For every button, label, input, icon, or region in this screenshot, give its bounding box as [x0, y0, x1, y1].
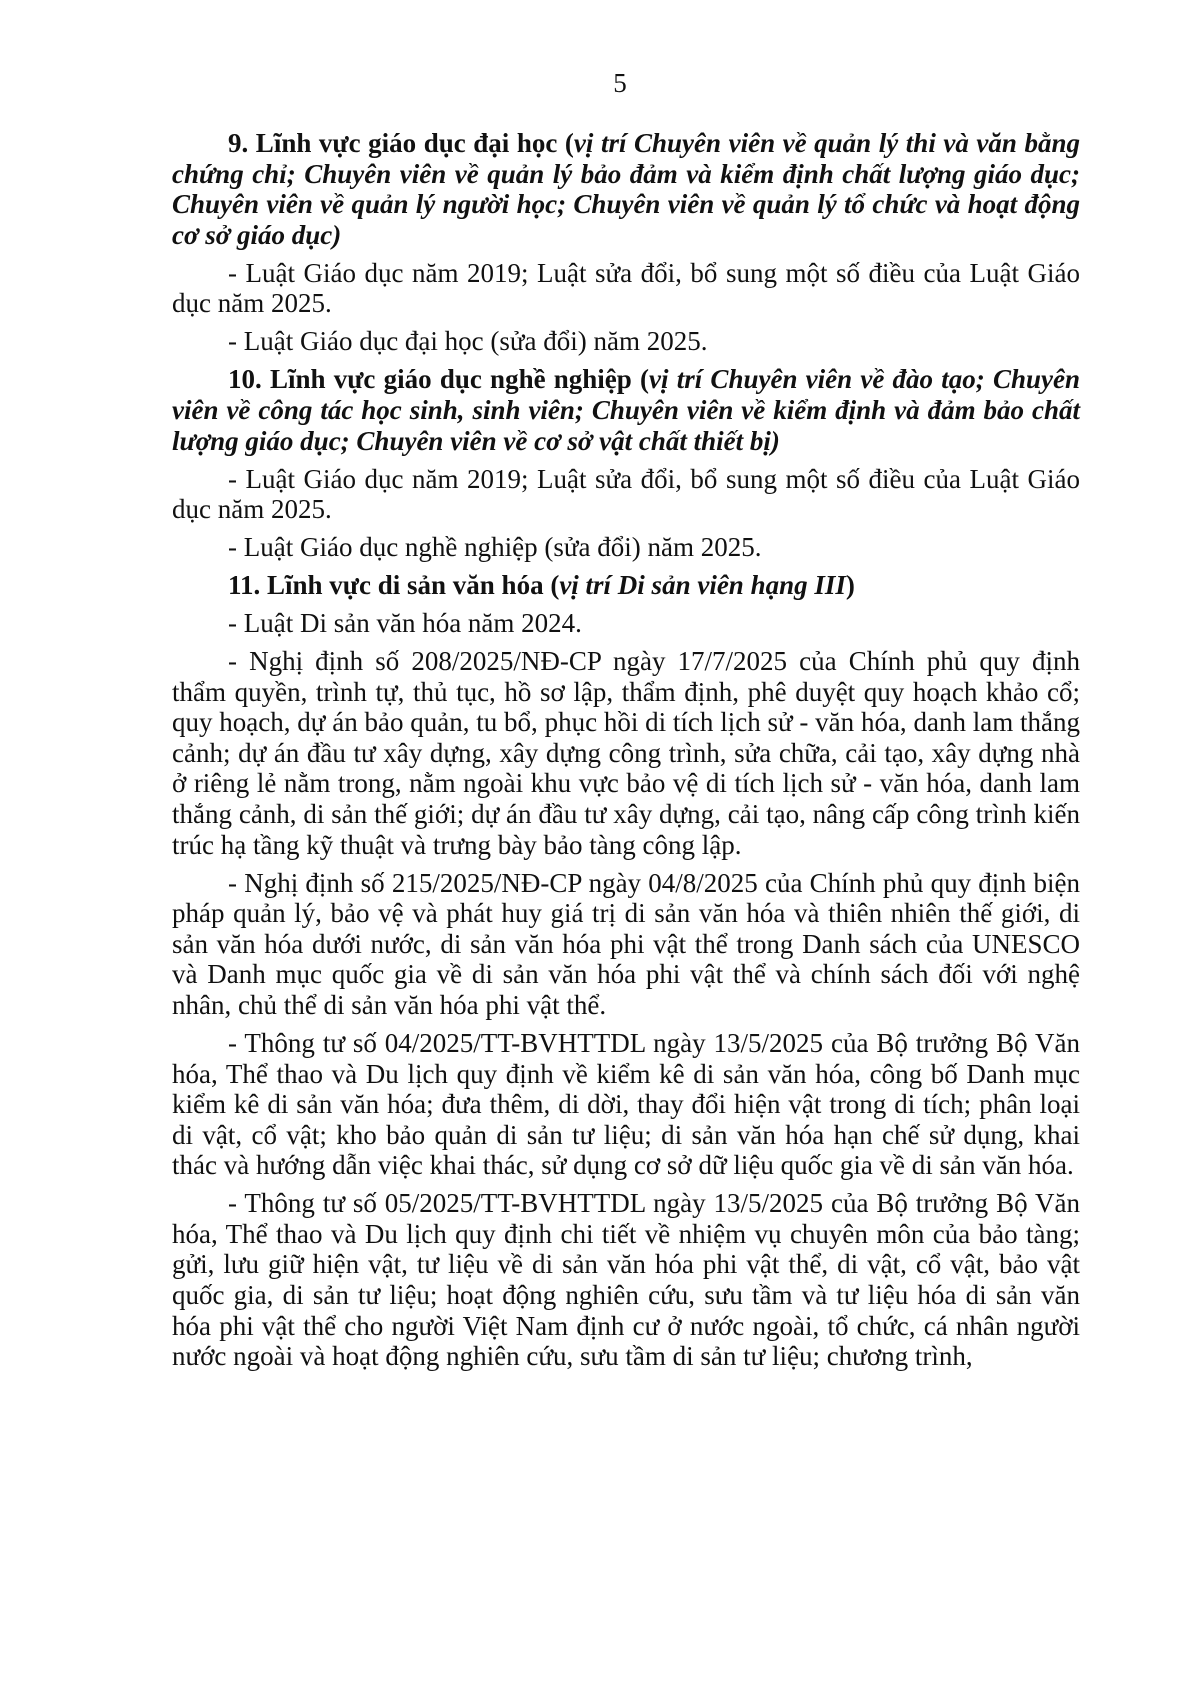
legal-item: - Luật Giáo dục nghề nghiệp (sửa đổi) năm 2025.	[228, 532, 762, 563]
section-heading-10	[172, 364, 1080, 456]
legal-item: - Luật Giáo dục đại học (sửa đổi) năm 2025.	[228, 326, 708, 357]
section-title: 9. Lĩnh vực giáo dục đại học (	[228, 128, 574, 158]
section-heading-11	[172, 570, 1080, 601]
section-heading-9	[172, 128, 1080, 250]
section-title: 10. Lĩnh vực giáo dục nghề nghiệp (	[228, 364, 650, 395]
section-positions: vị trí Di sản viên hạng III	[559, 570, 846, 601]
legal-item: - Luật Giáo dục năm 2019; Luật sửa đổi, bổ sung một số điều của Luật Giáo dục năm 2025.	[172, 257, 1080, 319]
section-heading-close: )	[845, 570, 855, 601]
legal-item: - Luật Di sản văn hóa năm 2024.	[228, 608, 582, 639]
legal-item: - Thông tư số 05/2025/TT-BVHTTDL ngày 13/5/2025 của Bộ trưởng Bộ Văn hóa, Thể thao và Du lịch quy định chi tiết về nhiệm vụ chuyên môn của bảo tàng; gửi, lưu giữ hiện vật, tư liệu về di sản văn hóa phi vật thể, di vật, cổ vật, bảo vật quốc gia, di sản tư liệu; hoạt động nghiên cứu, sưu tầm và tư liệu hóa di sản văn hóa phi vật thể cho người Việt Nam định cư ở nước ngoài, tổ chức, cá nhân người nước ngoài và hoạt động nghiên cứu, sưu tầm di sản tư liệu; chương trình,	[172, 1188, 1080, 1372]
section-positions: vị trí Chuyên viên về quản lý thi và văn bằng chứng chỉ; Chuyên viên về quản lý bảo đảm và kiểm định chất lượng giáo dục; Chuyên viên về quản lý người học; Chuyên viên về quản lý tổ chức và hoạt động cơ sở giáo dục)	[172, 128, 1080, 250]
legal-item: - Thông tư số 04/2025/TT-BVHTTDL ngày 13/5/2025 của Bộ trưởng Bộ Văn hóa, Thể thao và Du lịch quy định về kiểm kê di sản văn hóa, công bố Danh mục kiểm kê di sản văn hóa; đưa thêm, di dời, thay đổi hiện vật trong di tích; phân loại di vật, cổ vật; kho bảo quản di sản tư liệu; di sản văn hóa hạn chế sử dụng, khai thác và hướng dẫn việc khai thác, sử dụng cơ sở dữ liệu quốc gia về di sản văn hóa.	[172, 1027, 1080, 1181]
section-positions: vị trí Chuyên viên về đào tạo; Chuyên viên về công tác học sinh, sinh viên; Chuyên viên về kiểm định và đảm bảo chất lượng giáo dục; Chuyên viên về cơ sở vật chất thiết bị)	[172, 364, 1080, 456]
legal-item: - Nghị định số 208/2025/NĐ-CP ngày 17/7/2025 của Chính phủ quy định thẩm quyền, trình tự, thủ tục, hồ sơ lập, thẩm định, phê duyệt quy hoạch khảo cổ; quy hoạch, dự án bảo quản, tu bổ, phục hồi di tích lịch sử - văn hóa, danh lam thắng cảnh; dự án đầu tư xây dựng, xây dựng công trình, sửa chữa, cải tạo, xây dựng nhà ở riêng lẻ nằm trong, nằm ngoài khu vực bảo vệ di tích lịch sử - văn hóa, danh lam thắng cảnh, di sản thế giới; dự án đầu tư xây dựng, cải tạo, nâng cấp công trình kiến trúc hạ tầng kỹ thuật và trưng bày bảo tàng công lập.	[172, 646, 1080, 860]
legal-item: - Luật Giáo dục năm 2019; Luật sửa đổi, bổ sung một số điều của Luật Giáo dục năm 2025.	[172, 463, 1080, 525]
document-body	[172, 128, 1080, 1379]
page-number: 5	[613, 68, 627, 98]
legal-item: - Nghị định số 215/2025/NĐ-CP ngày 04/8/2025 của Chính phủ quy định biện pháp quản lý, bảo vệ và phát huy giá trị di sản văn hóa và thiên nhiên thế giới, di sản văn hóa dưới nước, di sản văn hóa phi vật thể trong Danh sách của UNESCO và Danh mục quốc gia về di sản văn hóa phi vật thể và chính sách đối với nghệ nhân, chủ thể di sản văn hóa phi vật thể.	[172, 867, 1080, 1020]
section-title: 11. Lĩnh vực di sản văn hóa (	[228, 570, 560, 601]
